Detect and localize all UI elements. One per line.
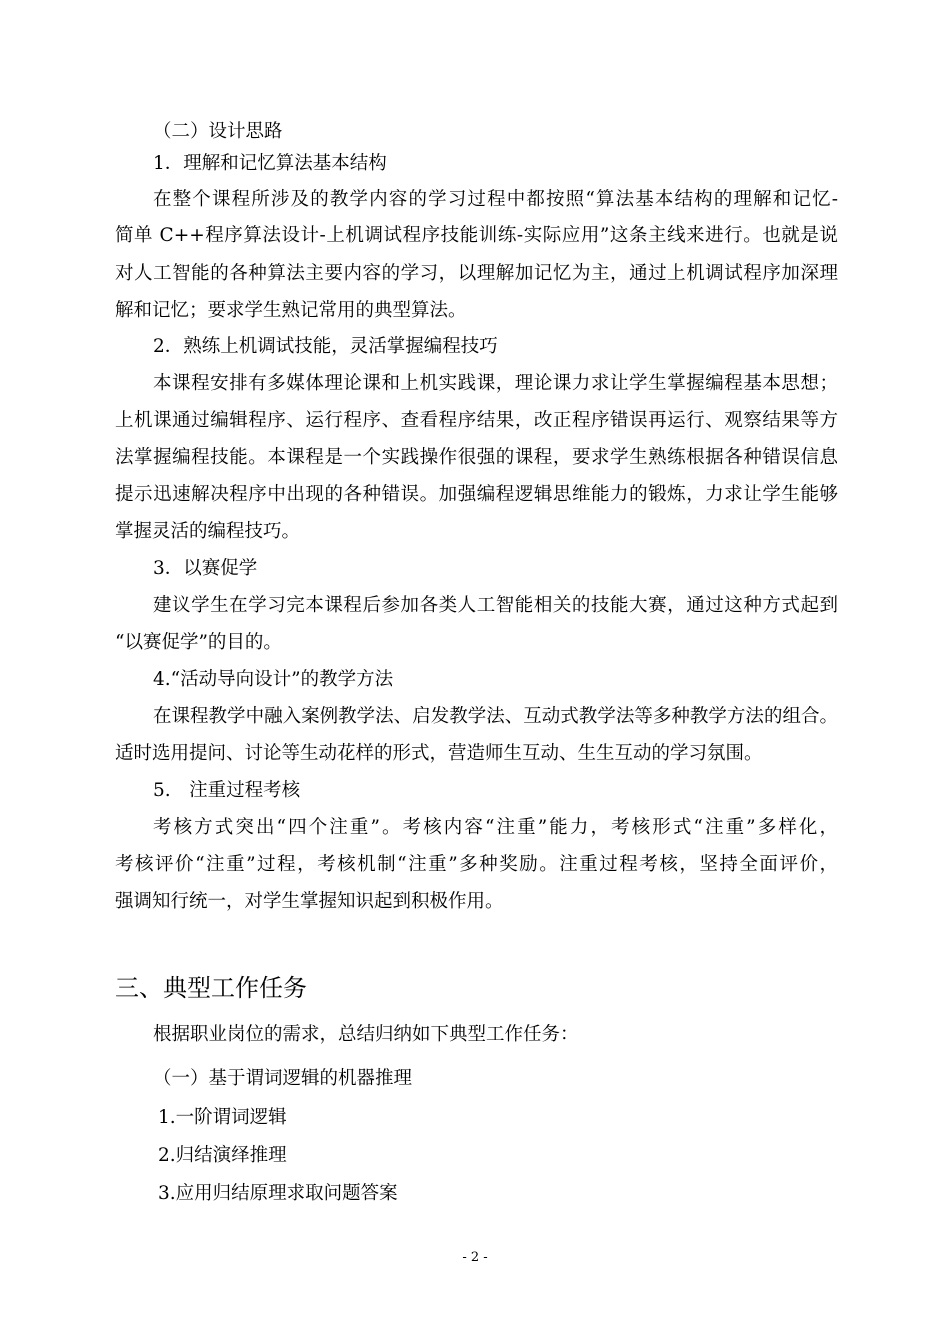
tasks-sub-heading: （一）基于谓词逻辑的机器推理 (153, 1068, 413, 1089)
section-heading-tasks: 三、典型工作任务 (115, 974, 307, 1002)
item-title-5: 5. 注重过程考核 (153, 780, 301, 801)
tasks-intro: 根据职业岗位的需求，总结归纳如下典型工作任务： (153, 1024, 579, 1045)
item-title-4: 4.“活动导向设计”的教学方法 (153, 669, 394, 690)
paragraph-line: 法掌握编程技能。本课程是一个实践操作很强的课程，要求学生熟练根据各种错误信息 (115, 447, 838, 468)
item-title-1: 1．理解和记忆算法基本结构 (153, 153, 387, 174)
paragraph-line: “以赛促学”的目的。 (115, 632, 282, 653)
paragraph-line: 考核方式突出“四个注重”。考核内容“注重”能力，考核形式“注重”多样化， (153, 817, 838, 838)
task-list-item: 1.一阶谓词逻辑 (158, 1107, 287, 1128)
paragraph-line: 简单 C++程序算法设计-上机调试程序技能训练-实际应用”这条主线来进行。也就是说 (115, 225, 838, 246)
page-number: - 2 - (462, 1250, 488, 1265)
item-title-3: 3．以赛促学 (153, 558, 258, 579)
paragraph-line: 解和记忆；要求学生熟记常用的典型算法。 (115, 300, 467, 321)
paragraph-line: 考核评价“注重”过程，考核机制“注重”多种奖励。注重过程考核，坚持全面评价， (115, 854, 838, 875)
paragraph-line: 上机课通过编辑程序、运行程序、查看程序结果，改正程序错误再运行、观察结果等方 (115, 410, 838, 431)
paragraph-line: 本课程安排有多媒体理论课和上机实践课，理论课力求让学生掌握编程基本思想； (153, 373, 838, 394)
paragraph-line: 对人工智能的各种算法主要内容的学习，以理解加记忆为主，通过上机调试程序加深理 (115, 263, 838, 284)
section-heading-design: （二）设计思路 (153, 121, 283, 142)
paragraph-line: 强调知行统一，对学生掌握知识起到积极作用。 (115, 891, 504, 912)
paragraph-line: 提示迅速解决程序中出现的各种错误。加强编程逻辑思维能力的锻炼，力求让学生能够 (115, 484, 838, 505)
task-list-item: 3.应用归结原理求取问题答案 (158, 1183, 398, 1204)
item-title-2: 2．熟练上机调试技能，灵活掌握编程技巧 (153, 336, 498, 357)
task-list-item: 2.归结演绎推理 (158, 1145, 287, 1166)
paragraph-line: 在整个课程所涉及的教学内容的学习过程中都按照“算法基本结构的理解和记忆- (153, 189, 838, 210)
paragraph-line: 建议学生在学习完本课程后参加各类人工智能相关的技能大赛，通过这种方式起到 (153, 595, 838, 616)
paragraph-line: 掌握灵活的编程技巧。 (115, 521, 301, 542)
paragraph-line: 在课程教学中融入案例教学法、启发教学法、互动式教学法等多种教学方法的组合。 (153, 706, 838, 727)
paragraph-line: 适时选用提问、讨论等生动花样的形式，营造师生互动、生生互动的学习氛围。 (115, 743, 763, 764)
